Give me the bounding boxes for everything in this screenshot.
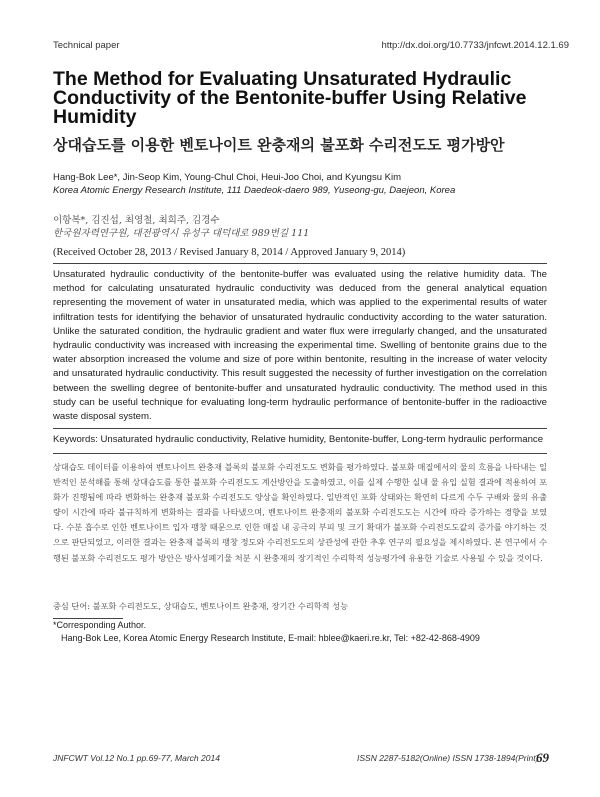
corresponding-author-contact: Hang-Bok Lee, Korea Atomic Energy Research Institute, E-mail: hblee@kaeri.re.kr, Tel: +82-42-868-4909: [61, 633, 480, 643]
article-type-label: Technical paper: [53, 40, 120, 51]
abstract-bottom-rule: [53, 428, 547, 429]
footnote-rule: [53, 618, 123, 619]
korean-keywords: 중심 단어: 불포화 수리전도도, 상대습도, 벤토나이트 완충재, 장기간 수리학적 성능: [53, 601, 348, 611]
page-number: 69: [536, 750, 549, 765]
abstract-text: Unsaturated hydraulic conductivity of the bentonite-buffer was evaluated using the relative humidity data. The method for calculating unsaturated hydraulic conductivity was deduced from the general analytical equation representing the movement of water in unsaturated media, which was applied to the experimental results of water infiltration tests for identifying the behavior of unsaturated hydraulic conductivity according to the water saturation. Unlike the saturated condition, the hydraulic gradient and water flux were irregularly changed, and the unsaturated hydraulic conductivity was increased with increasing the experimental time. Swelling of bentonite grains due to the water absorption increased the volume and size of pore within bentonite, resulting in the increase of water velocity and unsaturated hydraulic conductivity. This result suggested the necessity of further investigation on the correlation between the swelling degree of bentonite-buffer and unsaturated hydraulic conductivity. The method used in this study can be useful technique for evaluating long-term hydraulic performance of bentonite-buffer in the radioactive waste disposal system.: [53, 269, 547, 423]
issn-info: ISSN 2287-5182(Online) ISSN 1738-1894(Print): [357, 753, 539, 763]
paper-title: The Method for Evaluating Unsaturated Hydraulic Conductivity of the Bentonite-buffer Using Relative Humidity: [53, 68, 527, 128]
corresponding-author-label: *Corresponding Author.: [53, 620, 147, 630]
korean-title: 상대습도를 이용한 벤토나이트 완충재의 불포화 수리전도도 평가방안: [53, 136, 505, 154]
korean-author-list: 이항복*, 김진섭, 최영철, 최희주, 김경수: [53, 215, 220, 226]
affiliation: Korea Atomic Energy Research Institute, 111 Daedeok-daero 989, Yuseong-gu, Daejeon, Korea: [53, 185, 456, 196]
doi-link[interactable]: http://dx.doi.org/10.7733/jnfcwt.2014.12.1.69: [381, 40, 569, 51]
keywords-rule: [53, 453, 547, 454]
received-dates: (Received October 28, 2013 / Revised January 8, 2014 / Approved January 9, 2014): [53, 247, 406, 258]
korean-abstract-text: 상대습도 데이터를 이용하여 벤토나이트 완충재 블록의 불포화 수리전도도 변화를 평가하였다. 불포화 매질에서의 물의 흐름을 나타내는 일반적인 분석해를 통해 상대습도를 통한 불포화 수리전도도 계산방안을 도출하였고, 이를 실제 수행한 실내 물 유입 실험 결과에 적용하여 포화가 진행됨에 따라 변화하는 완충재 불포화 수리전도도 양상을 확인하였다. 일반적인 포화 상태와는 확연히 다르게 수두 구배와 물의 유출량이 시간에 따라 불규칙하게 변화하는 결과를 나타냈으며, 벤토나이트 완충재의 불포화 수리전도도는 시간에 따라 증가하는 경향을 보였다. 수분 흡수로 인한 벤토나이트 입자 팽창 때문으로 인한 매질 내 공극의 부피 및 크기 확대가 불포화 수리전도도값의 증가를 야기하는 것으로 판단되었고, 이러한 결과는 완충재 블록의 팽창 정도와 수리전도도의 상관성에 관한 추후 연구의 필요성을 제시하였다. 본 연구에서 수행된 불포화 수리전도도 평가 방안은 방사성폐기물 처분 시 완충재의 장기적인 수리학적 성능평가에 유용한 기술로 사용될 수 있을 것이다.: [53, 462, 547, 563]
abstract-top-rule: [53, 263, 547, 264]
korean-affiliation: 한국원자력연구원, 대전광역시 유성구 대덕대로 989번길 111: [53, 228, 310, 239]
keywords: Keywords: Unsaturated hydraulic conductivity, Relative humidity, Bentonite-buffer, Long-term hydraulic performance: [53, 434, 544, 445]
author-list: Hang-Bok Lee*, Jin-Seop Kim, Young-Chul Choi, Heui-Joo Choi, and Kyungsu Kim: [53, 172, 402, 183]
journal-citation: JNFCWT Vol.12 No.1 pp.69-77, March 2014: [53, 753, 220, 763]
